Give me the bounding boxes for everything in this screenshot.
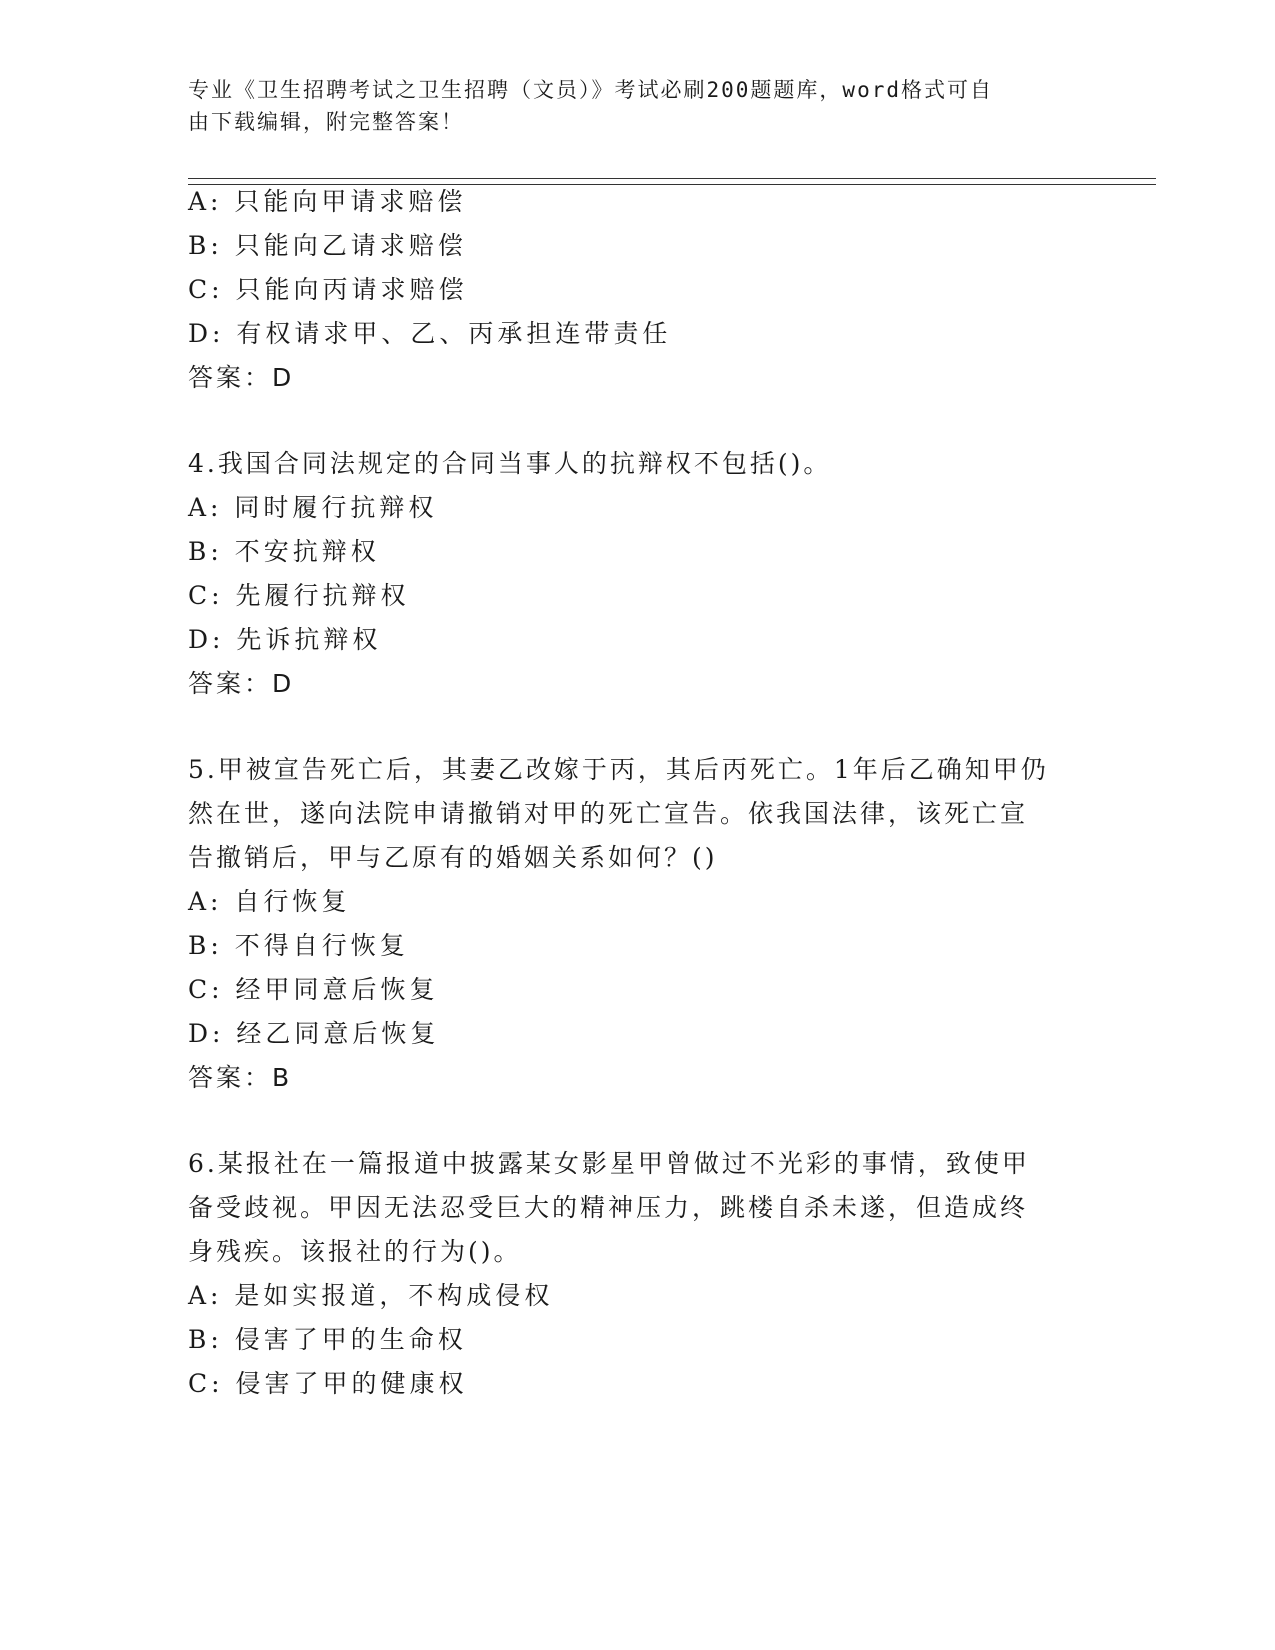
document-header xyxy=(188,74,1068,138)
header-divider xyxy=(188,178,1156,185)
q4-option-c: C: 先履行抗辩权 xyxy=(188,581,410,610)
q3-option-a: A: 只能向甲请求赔偿 xyxy=(188,187,467,216)
q5-stem-line-2: 然在世，遂向法院申请撤销对甲的死亡宣告。依我国法律，该死亡宣 xyxy=(188,799,1029,828)
q4-option-a: A: 同时履行抗辩权 xyxy=(188,493,438,522)
q6-option-a: A: 是如实报道，不构成侵权 xyxy=(188,1281,554,1310)
q5-answer: 答案：B xyxy=(188,1063,293,1092)
header-line-2: 由下载编辑，附完整答案！ xyxy=(188,110,464,134)
q6-stem-line-3: 身残疾。该报社的行为()。 xyxy=(188,1237,522,1266)
header-line-1: 专业《卫生招聘考试之卫生招聘（文员）》考试必刷200题题库，word格式可自 xyxy=(188,78,993,102)
q3-answer: 答案：D xyxy=(188,363,295,392)
q3-option-c: C: 只能向丙请求赔偿 xyxy=(188,275,468,304)
q4-answer: 答案：D xyxy=(188,669,295,698)
q3-option-d: D: 有权请求甲、乙、丙承担连带责任 xyxy=(188,319,672,348)
q5-option-c: C: 经甲同意后恢复 xyxy=(188,975,439,1004)
q6-stem-line-1: 6.某报社在一篇报道中披露某女影星甲曾做过不光彩的事情，致使甲 xyxy=(188,1149,1030,1178)
q5-stem-line-1: 5.甲被宣告死亡后，其妻乙改嫁于丙，其后丙死亡。1年后乙确知甲仍 xyxy=(188,755,1049,784)
q5-option-a: A: 自行恢复 xyxy=(188,887,351,916)
q5-stem-line-3: 告撤销后，甲与乙原有的婚姻关系如何？() xyxy=(188,843,718,872)
q6-option-c: C: 侵害了甲的健康权 xyxy=(188,1369,468,1398)
q4-stem: 4.我国合同法规定的合同当事人的抗辩权不包括()。 xyxy=(188,449,832,478)
q3-option-b: B: 只能向乙请求赔偿 xyxy=(188,231,467,260)
q4-option-d: D: 先诉抗辩权 xyxy=(188,625,382,654)
q6-option-b: B: 侵害了甲的生命权 xyxy=(188,1325,467,1354)
q4-option-b: B: 不安抗辩权 xyxy=(188,537,380,566)
q5-option-b: B: 不得自行恢复 xyxy=(188,931,409,960)
q6-stem-line-2: 备受歧视。甲因无法忍受巨大的精神压力，跳楼自杀未遂，但造成终 xyxy=(188,1193,1029,1222)
q5-option-d: D: 经乙同意后恢复 xyxy=(188,1019,440,1048)
